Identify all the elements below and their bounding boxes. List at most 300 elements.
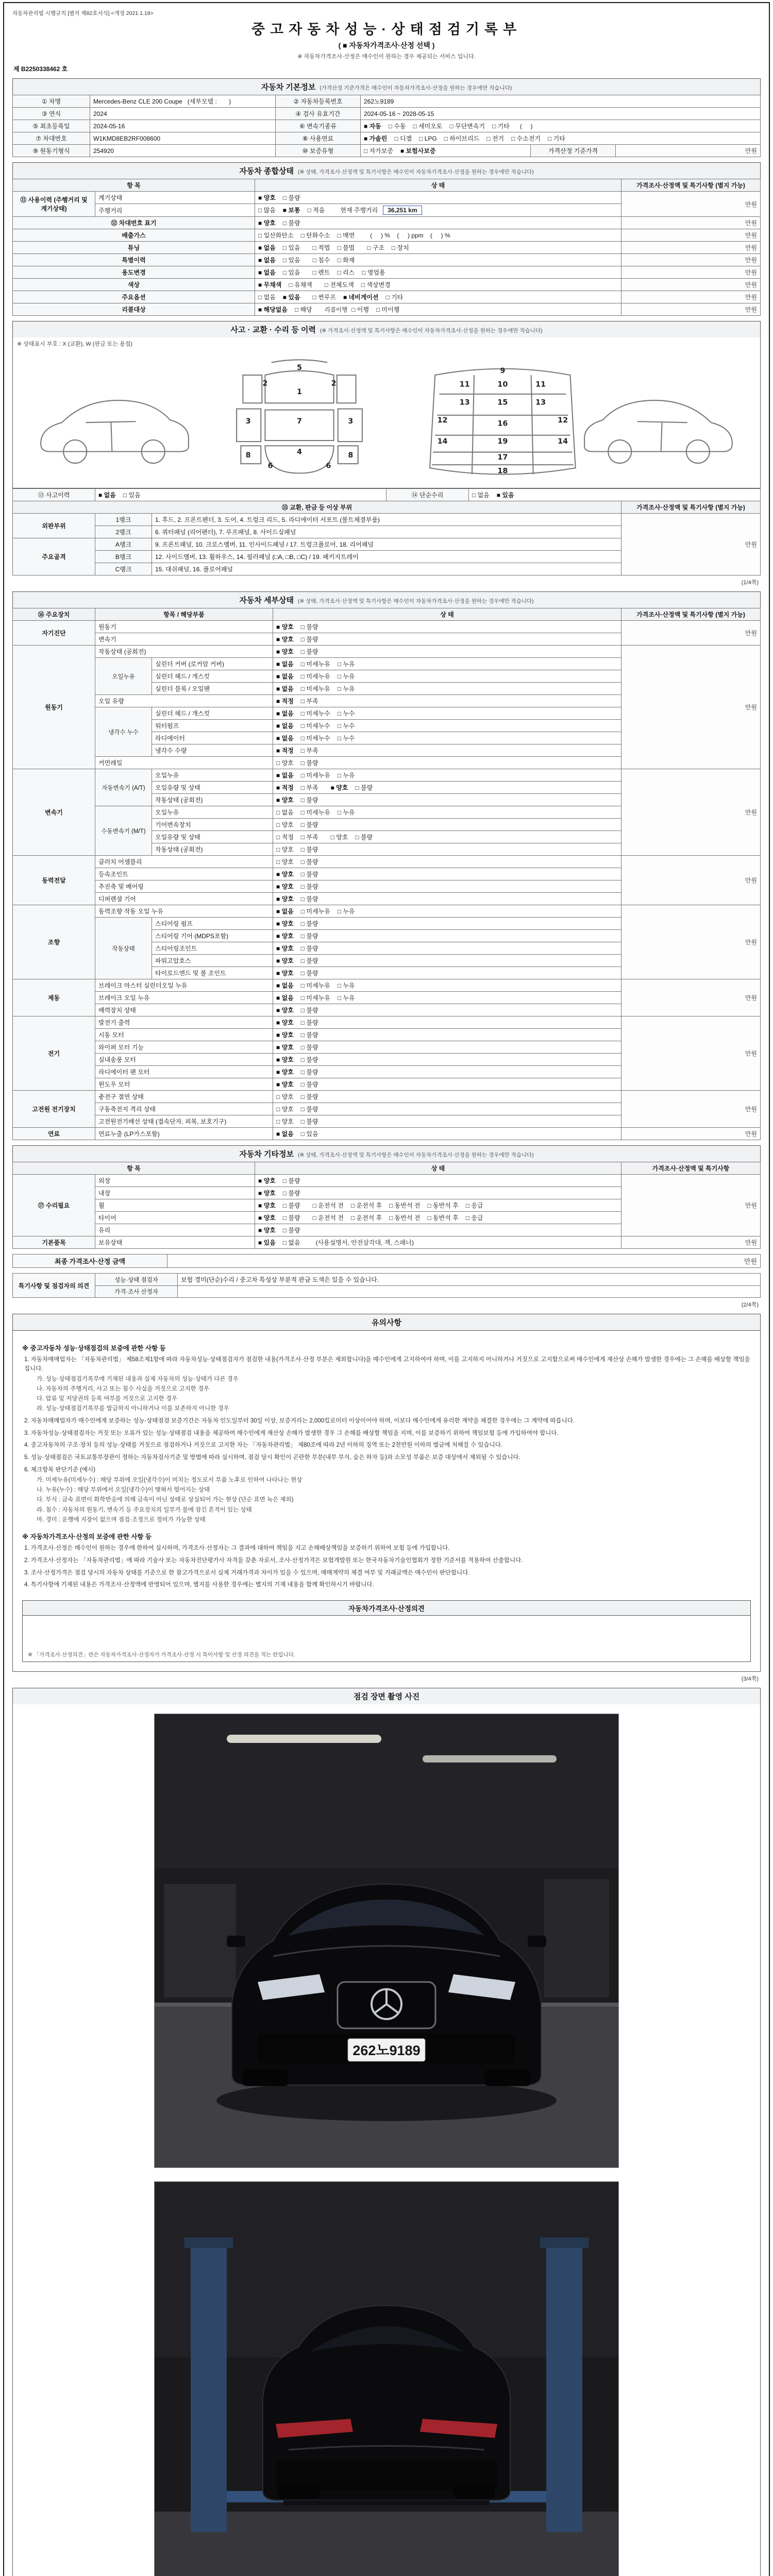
checkbox-unchecked[interactable]: □ 불량 bbox=[300, 945, 318, 953]
checkbox-unchecked[interactable]: □ 구조 bbox=[367, 244, 384, 251]
checkbox-unchecked[interactable]: □ 불량 bbox=[300, 1019, 318, 1027]
checkbox-unchecked[interactable]: □ 운전석 후 bbox=[350, 1202, 382, 1210]
checkbox-unchecked[interactable]: □ 양호 bbox=[276, 858, 294, 866]
field-value: W1KMD8EB2RF008600 bbox=[90, 132, 276, 145]
status-cell bbox=[273, 967, 621, 979]
item-label: 스티어링 펌프 bbox=[152, 918, 273, 930]
notice-paragraph: 나. 누유(누수) : 해당 부위에서 오일(냉각수)이 맺혀서 떨어지는 상태 bbox=[37, 1487, 210, 1493]
status-cell bbox=[273, 806, 621, 819]
checkbox-unchecked[interactable]: □ 불량 bbox=[300, 933, 318, 940]
status-cell bbox=[273, 979, 621, 992]
group-label: 튜닝 bbox=[13, 242, 255, 254]
checkbox-unchecked[interactable]: □ 유채색 bbox=[289, 281, 312, 289]
checkbox-unchecked[interactable]: □ 동반석 후 bbox=[427, 1202, 459, 1210]
checkbox-unchecked[interactable]: □ 불량 bbox=[282, 219, 300, 227]
checkbox-unchecked[interactable]: □ 일산화탄소 bbox=[258, 232, 294, 239]
group-label: 제동 bbox=[13, 979, 95, 1016]
price-cell: 만원 bbox=[621, 1236, 761, 1249]
checkbox-unchecked[interactable]: □ 수동 bbox=[388, 123, 406, 130]
notice-paragraph: 4. 중고자동차의 구조·장치 등의 성능·상태를 거짓으로 점검하거나 거짓으로 고지한 자는 「자동차관리법」 제80조에 따라 2년 이하의 징역 또는 2천만원 이하의 벌금에 처해질 수 있습니다. bbox=[24, 1442, 503, 1449]
checkbox-unchecked[interactable]: □ 응급 bbox=[465, 1202, 483, 1210]
group-label: 변속기 bbox=[13, 769, 95, 856]
license-plate-number: 262노9189 bbox=[352, 2043, 421, 2059]
checkbox-unchecked[interactable]: □ 불량 bbox=[282, 1190, 300, 1197]
checkbox-unchecked[interactable]: □ 전기 bbox=[486, 135, 505, 142]
checkbox-unchecked[interactable]: □ 적법 bbox=[312, 244, 330, 251]
checkbox-unchecked[interactable]: □ 매연 bbox=[337, 232, 355, 239]
checkbox-checked[interactable]: ■ 없음 bbox=[98, 492, 116, 499]
status-cell bbox=[273, 695, 621, 707]
checkbox-checked[interactable]: ■ 양호 bbox=[276, 1069, 294, 1076]
checkbox-unchecked[interactable]: □ 불량 bbox=[300, 1031, 318, 1039]
checkbox-checked[interactable]: ■ 없음 bbox=[276, 735, 294, 742]
rank-label: C랭크 bbox=[95, 563, 152, 575]
checkbox-unchecked[interactable]: □ 동반석 전 bbox=[389, 1214, 421, 1222]
checkbox-unchecked[interactable]: □ 불량 bbox=[300, 1056, 318, 1064]
status-cell bbox=[273, 633, 621, 646]
checkbox-unchecked[interactable]: □ 색상변경 bbox=[361, 281, 391, 289]
item-label: 오일유량 및 상태 bbox=[152, 831, 273, 843]
checkbox-checked[interactable]: ■ 양호 bbox=[276, 1007, 294, 1014]
checkbox-unchecked[interactable]: □ 적정 bbox=[276, 834, 294, 841]
item-label: 라디에이터 bbox=[152, 732, 273, 744]
section-title bbox=[12, 1688, 761, 1704]
checkbox-checked[interactable]: ■ 없음 bbox=[276, 710, 294, 718]
checkbox-checked[interactable]: ■ 양호 bbox=[276, 1044, 294, 1052]
checkbox-checked[interactable]: ■ 양호 bbox=[276, 796, 294, 804]
section-subtitle: (※ 상태, 가격조사·산정액 및 특기사항은 매수인이 자동차가격조사·산정을 원하는 경우에만 적습니다) bbox=[297, 1152, 534, 1159]
car-panel-diagram bbox=[12, 350, 761, 488]
checkbox-checked[interactable]: ■ 양호 bbox=[276, 1031, 294, 1039]
checkbox-unchecked[interactable]: □ 기타 bbox=[492, 123, 510, 130]
section-basic-info bbox=[12, 78, 761, 157]
status-cell bbox=[273, 1054, 621, 1066]
table-row bbox=[13, 229, 761, 242]
table-row bbox=[13, 279, 761, 291]
status-cell bbox=[255, 303, 621, 316]
extra-text: ( ) % ( ) ppm ( ) % bbox=[370, 232, 450, 239]
checkbox-checked[interactable]: ■ 해당없음 bbox=[258, 306, 288, 313]
section-title bbox=[12, 591, 761, 608]
notice-paragraph: 마. 경미 : 운행에 지장이 없으며 점검·조정으로 정비가 가능한 상태 bbox=[37, 1516, 206, 1523]
checkbox-unchecked[interactable]: □ 부족 bbox=[300, 747, 318, 755]
group-label: 조향 bbox=[13, 905, 95, 979]
checkbox-unchecked[interactable]: □ 불량 bbox=[300, 970, 318, 977]
checkbox-unchecked[interactable]: □ 동반석 후 bbox=[427, 1214, 459, 1222]
checkbox-unchecked[interactable]: □ 양호 bbox=[276, 1118, 294, 1126]
checkbox-unchecked[interactable]: □ 침수 bbox=[312, 257, 330, 264]
checkbox-unchecked[interactable]: □ 누유 bbox=[337, 673, 355, 681]
checkbox-checked[interactable]: ■ 보통 bbox=[282, 207, 300, 214]
remarks-text bbox=[178, 1286, 761, 1298]
checkbox-checked[interactable]: ■ 양호 bbox=[258, 1177, 276, 1185]
section-title bbox=[12, 1145, 761, 1162]
checkbox-unchecked[interactable]: □ 불량 bbox=[300, 957, 318, 965]
group-label: 고전원 전기장치 bbox=[13, 1091, 95, 1128]
checkbox-unchecked[interactable]: □ 응급 bbox=[465, 1214, 483, 1222]
checkbox-checked[interactable]: ■ 있음 bbox=[496, 492, 514, 499]
checkbox-checked[interactable]: ■ 양호 bbox=[276, 623, 294, 631]
document-number: 제 B2250338462 호 bbox=[13, 65, 68, 73]
checkbox-unchecked[interactable]: □ 불량 bbox=[282, 1214, 300, 1222]
checkbox-checked[interactable]: ■ 없음 bbox=[276, 772, 294, 779]
status-cell bbox=[255, 192, 621, 204]
checkbox-unchecked[interactable]: □ 불량 bbox=[300, 871, 318, 878]
checkbox-unchecked[interactable]: □ 이행 bbox=[351, 306, 369, 313]
status-cell bbox=[255, 279, 621, 291]
checkbox-checked[interactable]: ■ 있음 bbox=[282, 294, 300, 301]
notice-paragraph: 2. 가격조사·산정자는 「자동차관리법」에 따라 기술사 또는 자동차진단평가사 자격을 갖춘 자로서, 조사·산정가격은 보험개발원 또는 한국자동차기술인협회가 정한 기준서를 적용하여 산출합니다. bbox=[24, 1557, 523, 1564]
checkbox-unchecked[interactable]: □ 누유 bbox=[337, 660, 355, 668]
table-header-row bbox=[13, 179, 761, 192]
checkbox-checked[interactable]: ■ 양호 bbox=[276, 883, 294, 891]
checkbox-unchecked[interactable]: □ 수소전기 bbox=[511, 135, 541, 142]
price-opinion-blank bbox=[23, 1616, 750, 1649]
checkbox-unchecked[interactable]: □ 누유 bbox=[337, 908, 355, 916]
price-cell: 만원 bbox=[621, 291, 761, 303]
table-row bbox=[13, 646, 761, 658]
checkbox-checked[interactable]: ■ 없음 bbox=[276, 994, 294, 1002]
status-cell bbox=[273, 831, 621, 843]
checkbox-checked[interactable]: ■ 없음 bbox=[276, 673, 294, 681]
table-row bbox=[13, 108, 761, 120]
checkbox-unchecked[interactable]: □ 불량 bbox=[300, 1106, 318, 1113]
checkbox-unchecked[interactable]: □ 장치 bbox=[391, 244, 409, 251]
status-cell bbox=[273, 1029, 621, 1041]
checkbox-unchecked[interactable]: □ 화재 bbox=[337, 257, 355, 264]
checkbox-checked[interactable]: ■ 무채색 bbox=[258, 281, 282, 289]
checkbox-checked[interactable]: ■ 없음 bbox=[258, 257, 276, 264]
field-label: ⑤ 최초등록일 bbox=[13, 120, 90, 132]
remarks-text: 보험 경미(단순)수리 / 중고차 특성상 부분적 판금 도색은 있을 수 있습니다. bbox=[178, 1274, 761, 1286]
item-label: 실린더 헤드 / 개스킷 bbox=[152, 670, 273, 683]
panel-number: 14 bbox=[437, 437, 448, 446]
table-row bbox=[13, 489, 761, 501]
checkbox-unchecked[interactable]: □ 불량 bbox=[300, 1007, 318, 1014]
checkbox-checked[interactable]: ■ 양호 bbox=[276, 970, 294, 977]
notice-paragraph: 1. 자동차매매업자는 「자동차관리법」 제58조제1항에 따라 자동차성능·상태점검자가 점검한 내용(가격조사·산정 부분은 제외합니다)을 매수인에게 고지하여야 하며, 이를 고지하지 아니하거나 거짓으로 고지함으로써 매수인에게 재산상 손해가 발생한 경우에는 그 손해를 배상할 책임을 집니다. bbox=[24, 1357, 750, 1372]
checkbox-checked[interactable]: ■ 자동 bbox=[364, 123, 381, 130]
checkbox-unchecked[interactable]: □ 운전석 전 bbox=[312, 1214, 344, 1222]
checkbox-checked[interactable]: ■ 양호 bbox=[258, 194, 276, 201]
checkbox-unchecked[interactable]: □ 미이행 bbox=[376, 306, 400, 313]
table-header-row bbox=[13, 1162, 761, 1175]
checkbox-checked[interactable]: ■ 양호 bbox=[276, 957, 294, 965]
checkbox-unchecked[interactable]: □ 썬루프 bbox=[312, 294, 336, 301]
checkbox-checked[interactable]: ■ 양호 bbox=[330, 784, 348, 792]
checkbox-unchecked[interactable]: □ 부족 bbox=[300, 834, 318, 841]
table-row bbox=[13, 979, 761, 992]
checkbox-checked[interactable]: ■ 없음 bbox=[276, 685, 294, 693]
price-cell: 만원 bbox=[621, 1016, 761, 1091]
checkbox-checked[interactable]: ■ 양호 bbox=[276, 1056, 294, 1064]
checkbox-checked[interactable]: ■ 없음 bbox=[276, 908, 294, 916]
extra-text: 현재 주행거리 bbox=[340, 207, 378, 214]
checkbox-unchecked[interactable]: □ 불량 bbox=[300, 920, 318, 928]
checkbox-checked[interactable]: ■ 적정 bbox=[276, 784, 294, 792]
checkbox-unchecked[interactable]: □ 기타 bbox=[548, 135, 565, 142]
status-cell bbox=[273, 905, 621, 918]
table-row bbox=[13, 217, 761, 229]
checkbox-unchecked[interactable]: □ 있음 bbox=[282, 257, 300, 264]
checkbox-unchecked[interactable]: □ 없음 bbox=[282, 1239, 300, 1247]
checkbox-unchecked[interactable]: □ 미세누유 bbox=[300, 982, 330, 990]
price-cell: 만원 bbox=[621, 229, 761, 242]
checkbox-checked[interactable]: ■ 네비게이션 bbox=[343, 294, 379, 301]
checkbox-unchecked[interactable]: □ 전체도색 bbox=[324, 281, 354, 289]
item-label: 등속조인트 bbox=[95, 868, 273, 880]
page-title: 중고자동차성능·상태점검기록부 bbox=[251, 22, 522, 37]
checkbox-unchecked[interactable]: □ 불량 bbox=[355, 784, 373, 792]
section-title-text: 자동차 기타정보 bbox=[239, 1150, 294, 1159]
checkbox-checked[interactable]: ■ 없음 bbox=[276, 660, 294, 668]
checkbox-checked[interactable]: ■ 양호 bbox=[276, 920, 294, 928]
lift-post bbox=[191, 2244, 227, 2532]
status-cell bbox=[273, 930, 621, 942]
checkbox-unchecked[interactable]: □ 동반석 전 bbox=[389, 1202, 421, 1210]
table-row bbox=[13, 1091, 761, 1103]
checkbox-unchecked[interactable]: □ 있음 bbox=[123, 492, 141, 499]
checkbox-unchecked[interactable]: □ 양호 bbox=[276, 1106, 294, 1113]
checkbox-unchecked[interactable]: □ 양호 bbox=[276, 759, 294, 767]
checkbox-checked[interactable]: ■ 양호 bbox=[258, 219, 276, 227]
checkbox-unchecked[interactable]: □ 누수 bbox=[337, 735, 355, 742]
checkbox-unchecked[interactable]: □ 디젤 bbox=[394, 135, 412, 142]
checkbox-unchecked[interactable]: □ 없음 bbox=[276, 809, 294, 817]
checkbox-checked[interactable]: ■ 없음 bbox=[276, 982, 294, 990]
checkbox-checked[interactable]: ■ 양호 bbox=[276, 636, 294, 643]
checkbox-unchecked[interactable]: □ 있음 bbox=[300, 1130, 318, 1138]
checkbox-unchecked[interactable]: □ 불량 bbox=[300, 759, 318, 767]
status-cell bbox=[273, 794, 621, 806]
checkbox-unchecked[interactable]: □ 누유 bbox=[337, 685, 355, 693]
basic-info-table bbox=[12, 95, 761, 157]
checkbox-checked[interactable]: ■ 양호 bbox=[276, 871, 294, 878]
checkbox-unchecked[interactable]: □ 불량 bbox=[300, 821, 318, 829]
notice-paragraph: 3. 자동차성능·상태점검자는 거짓 또는 오류가 있는 성능·상태점검 내용을 제공하여 매수인에게 재산상 손해가 발생한 경우 그 손해를 배상할 책임을 지며, 이를 보증하기 위하여 책임보험 등에 가입하여야 합니다. bbox=[24, 1430, 559, 1436]
checkbox-checked[interactable]: ■ 없음 bbox=[258, 244, 276, 251]
status-cell bbox=[255, 1224, 621, 1236]
checkbox-unchecked[interactable]: □ 적음 bbox=[307, 207, 325, 214]
checkbox-unchecked[interactable]: □ 누유 bbox=[337, 809, 355, 817]
checkbox-checked[interactable]: ■ 적정 bbox=[276, 747, 294, 755]
checkbox-unchecked[interactable]: □ 리스 bbox=[337, 269, 355, 276]
header-note: ※ 자동차가격조사·산정은 매수인이 원하는 경우 제공되는 서비스 입니다. bbox=[297, 54, 476, 60]
rank-label: A랭크 bbox=[95, 538, 152, 551]
price-cell: 만원 bbox=[621, 646, 761, 769]
checkbox-unchecked[interactable]: □ 탄화수소 bbox=[300, 232, 330, 239]
panel-number: 10 bbox=[497, 380, 508, 389]
extra-text: ( ) bbox=[519, 123, 533, 130]
checkbox-unchecked[interactable]: □ 미세누수 bbox=[300, 735, 330, 742]
item-label: 오일누유 bbox=[152, 769, 273, 782]
item-label: 워터펌프 bbox=[152, 720, 273, 732]
item-label: 스티어링조인트 bbox=[152, 942, 273, 955]
page-subtitle: ( ■ 자동차가격조사·산정 선택 ) bbox=[338, 41, 435, 49]
checkbox-checked[interactable]: ■ 가솔린 bbox=[364, 135, 388, 142]
item-label: 오일유량 및 상태 bbox=[152, 782, 273, 794]
checkbox-unchecked[interactable]: □ 미세누유 bbox=[300, 660, 330, 668]
checkbox-checked[interactable]: ■ 양호 bbox=[258, 1227, 276, 1234]
rank-parts: 1. 후드, 2. 프론트펜더, 3. 도어, 4. 트렁크 리드, 5. 라디에이터 서포트 (볼트체결부품) bbox=[152, 514, 621, 526]
group-label: 전기 bbox=[13, 1016, 95, 1091]
rank-label: B랭크 bbox=[95, 551, 152, 563]
checkbox-unchecked[interactable]: □ 미세누유 bbox=[300, 673, 330, 681]
checkbox-unchecked[interactable]: □ 양호 bbox=[276, 821, 294, 829]
table-row bbox=[13, 905, 761, 918]
checkbox-checked[interactable]: ■ 양호 bbox=[276, 1081, 294, 1089]
status-cell bbox=[273, 769, 621, 782]
checkbox-unchecked[interactable]: □ 하이브리드 bbox=[444, 135, 480, 142]
photo-rear-lift-view bbox=[154, 2181, 619, 2576]
checkbox-unchecked[interactable]: □ 불량 bbox=[300, 846, 318, 854]
notice-heading: ※ 자동차가격조사·산정의 보증에 관한 사항 등 bbox=[22, 1533, 152, 1540]
checkbox-unchecked[interactable]: □ 미세누유 bbox=[300, 772, 330, 779]
checkbox-unchecked[interactable]: □ 운전석 전 bbox=[312, 1202, 344, 1210]
item-label: 클러치 어셈블리 bbox=[95, 856, 273, 868]
checkbox-unchecked[interactable]: □ 불량 bbox=[282, 1227, 300, 1234]
checkbox-unchecked[interactable]: □ 누수 bbox=[337, 722, 355, 730]
checkbox-unchecked[interactable]: □ LPG bbox=[419, 135, 437, 142]
checkbox-unchecked[interactable]: □ 불량 bbox=[300, 796, 318, 804]
item-label: 실린더 헤드 / 개스킷 bbox=[152, 707, 273, 720]
checkbox-unchecked[interactable]: □ 양호 bbox=[276, 1093, 294, 1101]
status-cell bbox=[273, 880, 621, 893]
checkbox-checked[interactable]: ■ 양호 bbox=[258, 1190, 276, 1197]
checkbox-unchecked[interactable]: □ 없음 bbox=[258, 294, 276, 301]
checkbox-unchecked[interactable]: □ 미세누수 bbox=[300, 722, 330, 730]
notice-paragraph: 6. 체크항목 판단기준 (예시) bbox=[24, 1466, 95, 1473]
checkbox-unchecked[interactable]: □ 무단변속기 bbox=[449, 123, 485, 130]
checkbox-unchecked[interactable]: □ 기타 bbox=[385, 294, 404, 301]
field-label: ④ 검사 유효기간 bbox=[276, 108, 361, 120]
accident-flags-table bbox=[12, 488, 761, 501]
column-header: 가격조사·산정액 및 특기사항 (별지 가능) bbox=[621, 179, 761, 192]
panel-number: 5 bbox=[297, 363, 302, 372]
checkbox-checked[interactable]: ■ 양호 bbox=[276, 945, 294, 953]
checkbox-unchecked[interactable]: □ 렌트 bbox=[312, 269, 330, 276]
panel-number: 6 bbox=[267, 462, 273, 470]
checkbox-unchecked[interactable]: □ 없음 bbox=[472, 492, 490, 499]
checkbox-unchecked[interactable]: □ 불량 bbox=[300, 636, 318, 643]
checkbox-unchecked[interactable]: □ 불량 bbox=[300, 895, 318, 903]
group-label: 배출가스 bbox=[13, 229, 255, 242]
panel-number: 16 bbox=[497, 419, 508, 428]
checkbox-unchecked[interactable]: □ 누유 bbox=[337, 994, 355, 1002]
page-marker: (1/4쪽) bbox=[741, 580, 759, 586]
panel-number: 9 bbox=[500, 366, 506, 375]
checkbox-checked[interactable]: ■ 양호 bbox=[276, 648, 294, 656]
checkbox-unchecked[interactable]: □ 미세누유 bbox=[300, 685, 330, 693]
price-opinion-title: 자동차가격조사·산정의견 bbox=[23, 1601, 750, 1616]
status-cell bbox=[273, 1004, 621, 1016]
panel-number: 19 bbox=[497, 437, 508, 446]
group-label: 색상 bbox=[13, 279, 255, 291]
checkbox-checked[interactable]: ■ 없음 bbox=[276, 1130, 294, 1138]
remarks-header: 특기사항 및 점검자의 의견 bbox=[13, 1274, 95, 1298]
panel-number: 8 bbox=[245, 451, 251, 460]
checkbox-checked[interactable]: ■ 있음 bbox=[258, 1239, 276, 1247]
checkbox-unchecked[interactable]: □ 있음 bbox=[282, 244, 300, 251]
checkbox-checked[interactable]: ■ 양호 bbox=[276, 895, 294, 903]
checkbox-checked[interactable]: ■ 적정 bbox=[276, 698, 294, 705]
status-cell bbox=[255, 266, 621, 279]
item-label: 디퍼렌셜 기어 bbox=[95, 893, 273, 905]
status-cell bbox=[273, 942, 621, 955]
checkbox-unchecked[interactable]: □ 불량 bbox=[282, 194, 300, 201]
checkbox-unchecked[interactable]: □ 불량 bbox=[355, 834, 373, 841]
table-row bbox=[13, 291, 761, 303]
checkbox-checked[interactable]: ■ 없음 bbox=[258, 269, 276, 276]
checkbox-unchecked[interactable]: □ 불량 bbox=[300, 648, 318, 656]
status-cell bbox=[273, 856, 621, 868]
checkbox-unchecked[interactable]: □ 미세누유 bbox=[300, 809, 330, 817]
checkbox-unchecked[interactable]: □ 영업용 bbox=[362, 269, 385, 276]
checkbox-checked[interactable]: ■ 양호 bbox=[276, 933, 294, 940]
checkbox-checked[interactable]: ■ 없음 bbox=[276, 722, 294, 730]
checkbox-unchecked[interactable]: □ 자가보증 bbox=[364, 147, 393, 155]
checkbox-unchecked[interactable]: □ 불량 bbox=[300, 858, 318, 866]
checkbox-unchecked[interactable]: □ 있음 bbox=[282, 269, 300, 276]
field-value: 254920 bbox=[90, 145, 276, 157]
checkbox-unchecked[interactable]: □ 해당 bbox=[294, 306, 312, 313]
checkbox-unchecked[interactable]: □ 불량 bbox=[282, 1177, 300, 1185]
checkbox-unchecked[interactable]: □ 누유 bbox=[337, 772, 355, 779]
checkbox-unchecked[interactable]: □ 미세누유 bbox=[300, 908, 330, 916]
price-opinion-note: ※ 「가격조사·산정의견」란은 자동차가격조사·산정자가 가격조사·산정 시 특이사항 및 산정 의견을 적는 란입니다. bbox=[28, 1652, 295, 1658]
checkbox-unchecked[interactable]: □ 양호 bbox=[276, 846, 294, 854]
panel-number: 6 bbox=[326, 462, 331, 470]
checkbox-unchecked[interactable]: □ 불량 bbox=[300, 883, 318, 891]
panel-number: 3 bbox=[245, 417, 251, 426]
item-label: 냉각수 수량 bbox=[152, 744, 273, 757]
checkbox-unchecked[interactable]: □ 미세누유 bbox=[300, 994, 330, 1002]
notice-paragraph: 라. 성능·상태점검기록부를 발급하지 아니하거나 이를 보존하지 아니한 경우 bbox=[37, 1405, 229, 1412]
checkbox-unchecked[interactable]: □ 불량 bbox=[300, 1118, 318, 1126]
checkbox-unchecked[interactable]: □ 부족 bbox=[300, 784, 318, 792]
group-label: 기본품목 bbox=[13, 1236, 95, 1249]
field-value bbox=[361, 145, 531, 157]
notice-paragraph: 3. 조사·산정가격은 점검 당시의 자동차 상태를 기준으로 한 참고가격으로서 실제 거래가격과 차이가 있을 수 있으며, 매매계약의 체결 여부 및 거래금액은 매수인이 판단합니다. bbox=[24, 1569, 470, 1576]
checkbox-unchecked[interactable]: □ 많음 bbox=[258, 207, 276, 214]
checkbox-checked[interactable]: ■ 양호 bbox=[276, 1019, 294, 1027]
checkbox-unchecked[interactable]: □ 부족 bbox=[300, 698, 318, 705]
section-title bbox=[12, 321, 761, 337]
status-cell bbox=[273, 621, 621, 633]
checkbox-unchecked[interactable]: □ 운전석 후 bbox=[350, 1214, 382, 1222]
checkbox-unchecked[interactable]: □ 누유 bbox=[337, 982, 355, 990]
section-subtitle: (※ 가격조사·산정액 및 특기사항은 매수인이 자동차가격조사·산정을 원하는 경우에만 적습니다) bbox=[320, 328, 543, 334]
price-cell: 만원 bbox=[621, 1175, 761, 1236]
checkbox-unchecked[interactable]: □ 불법 bbox=[337, 244, 355, 251]
checkbox-unchecked[interactable]: □ 불량 bbox=[300, 1093, 318, 1101]
checkbox-unchecked[interactable]: □ 누수 bbox=[337, 710, 355, 718]
checkbox-checked[interactable]: ■ 양호 bbox=[258, 1202, 276, 1210]
checkbox-unchecked[interactable]: □ 미세누수 bbox=[300, 710, 330, 718]
checkbox-unchecked[interactable]: □ 불량 bbox=[300, 1044, 318, 1052]
checkbox-unchecked[interactable]: □ 불량 bbox=[300, 1069, 318, 1076]
checkbox-checked[interactable]: ■ 보험사보증 bbox=[400, 147, 436, 155]
checkbox-unchecked[interactable]: □ 불량 bbox=[282, 1202, 300, 1210]
checkbox-unchecked[interactable]: □ 불량 bbox=[300, 623, 318, 631]
panel-number: 2 bbox=[262, 379, 268, 388]
checkbox-unchecked[interactable]: □ 세미오토 bbox=[413, 123, 443, 130]
price-cell: 만원 bbox=[621, 217, 761, 229]
checkbox-unchecked[interactable]: □ 양호 bbox=[330, 834, 348, 841]
checkbox-unchecked[interactable]: □ 불량 bbox=[300, 1081, 318, 1089]
panel-number: 7 bbox=[297, 417, 302, 426]
checkbox-checked[interactable]: ■ 양호 bbox=[258, 1214, 276, 1222]
